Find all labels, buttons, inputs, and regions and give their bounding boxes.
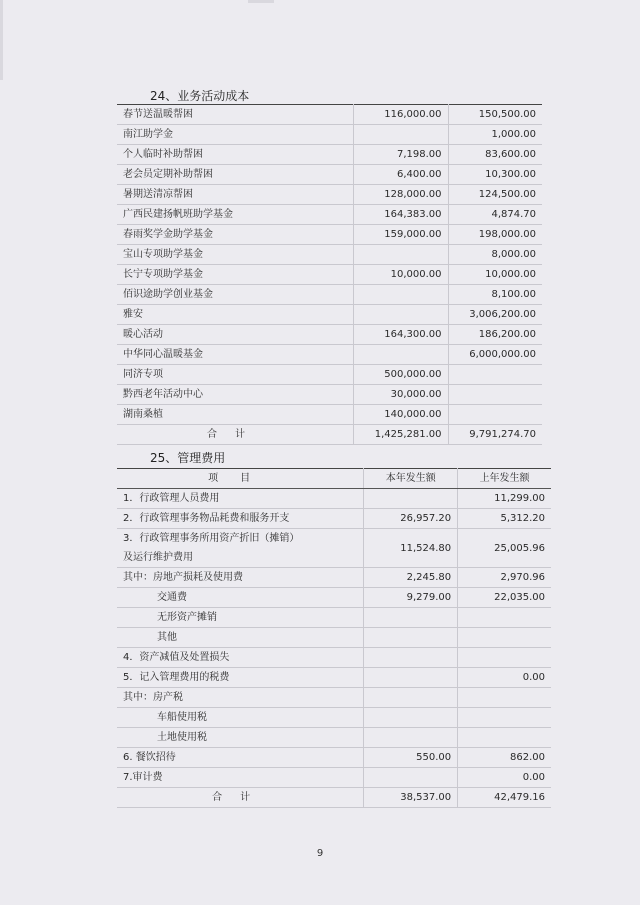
header-item: 项目 <box>117 469 364 489</box>
row-current-amount: 164,300.00 <box>354 325 448 345</box>
row-previous-amount: 25,005.96 <box>458 529 551 568</box>
row-item-name: 暑期送清凉帮困 <box>117 185 354 205</box>
row-current-amount: 116,000.00 <box>354 105 448 125</box>
row-previous-amount: 2,970.96 <box>458 568 551 588</box>
row-current-amount: 26,957.20 <box>364 509 458 529</box>
table-row <box>117 405 542 425</box>
row-item-name: 无形资产摊销 <box>117 608 364 628</box>
row-item-name: 黔西老年活动中心 <box>117 385 354 405</box>
row-current-amount <box>364 648 458 668</box>
table-row <box>117 648 551 668</box>
table-row <box>117 265 542 285</box>
row-previous-amount: 8,000.00 <box>448 245 542 265</box>
total-label: 合计 <box>117 425 354 445</box>
row-previous-amount <box>458 608 551 628</box>
row-item-name: 其他 <box>117 628 364 648</box>
row-item-name: 广西民建扬帆班助学基金 <box>117 205 354 225</box>
total-current: 1,425,281.00 <box>354 425 448 445</box>
row-previous-amount: 22,035.00 <box>458 588 551 608</box>
table-row <box>117 145 542 165</box>
table-row <box>117 588 551 608</box>
row-current-amount: 9,279.00 <box>364 588 458 608</box>
table-row <box>117 509 551 529</box>
table-row <box>117 225 542 245</box>
row-item-name-line2: 及运行维护费用 <box>123 552 193 563</box>
row-item-name: 6. 餐饮招待 <box>117 748 364 768</box>
table-row <box>117 125 542 145</box>
row-previous-amount: 10,000.00 <box>448 265 542 285</box>
table-row <box>117 748 551 768</box>
table-row <box>117 285 542 305</box>
table-row <box>117 245 542 265</box>
row-item-name: 同济专项 <box>117 365 354 385</box>
row-item-name: 湖南桑植 <box>117 405 354 425</box>
row-item-name-line1: 3．行政管理事务所用资产折旧（摊销） <box>123 533 300 544</box>
table-row <box>117 568 551 588</box>
table-row <box>117 185 542 205</box>
row-previous-amount: 10,300.00 <box>448 165 542 185</box>
row-previous-amount: 124,500.00 <box>448 185 542 205</box>
table-row <box>117 688 551 708</box>
row-previous-amount: 186,200.00 <box>448 325 542 345</box>
row-item-name: 2．行政管理事务物品耗费和服务开支 <box>117 509 364 529</box>
row-item-name: 1．行政管理人员费用 <box>117 489 364 509</box>
row-previous-amount: 6,000,000.00 <box>448 345 542 365</box>
total-row <box>117 788 551 808</box>
row-item-name: 老会员定期补助帮困 <box>117 165 354 185</box>
row-current-amount <box>364 708 458 728</box>
row-previous-amount <box>448 385 542 405</box>
row-item-name: 春节送温暖帮困 <box>117 105 354 125</box>
row-current-amount <box>364 768 458 788</box>
row-current-amount <box>364 668 458 688</box>
scan-top-mark <box>248 0 274 3</box>
row-current-amount <box>364 628 458 648</box>
row-item-name: 5．记入管理费用的税费 <box>117 668 364 688</box>
total-previous: 42,479.16 <box>458 788 551 808</box>
table-header-row <box>117 469 551 489</box>
table-row <box>117 489 551 509</box>
business-activity-cost-table <box>117 104 542 445</box>
total-label: 合计 <box>117 788 364 808</box>
row-current-amount: 6,400.00 <box>354 165 448 185</box>
row-previous-amount: 862.00 <box>458 748 551 768</box>
row-previous-amount: 1,000.00 <box>448 125 542 145</box>
row-item-name: 长宁专项助学基金 <box>117 265 354 285</box>
row-previous-amount <box>458 648 551 668</box>
row-current-amount <box>354 125 448 145</box>
row-previous-amount <box>448 365 542 385</box>
table-row <box>117 708 551 728</box>
total-previous: 9,791,274.70 <box>448 425 542 445</box>
row-item-name: 中华同心温暖基金 <box>117 345 354 365</box>
row-previous-amount <box>458 628 551 648</box>
row-item-name: 其中：房地产损耗及使用费 <box>117 568 364 588</box>
row-item-name: 车船使用税 <box>117 708 364 728</box>
row-current-amount <box>364 489 458 509</box>
total-row <box>117 425 542 445</box>
row-item-name: 暖心活动 <box>117 325 354 345</box>
row-item-name: 其中：房产税 <box>117 688 364 708</box>
row-current-amount: 128,000.00 <box>354 185 448 205</box>
row-current-amount: 550.00 <box>364 748 458 768</box>
row-current-amount <box>364 688 458 708</box>
row-previous-amount: 0.00 <box>458 768 551 788</box>
row-current-amount: 7,198.00 <box>354 145 448 165</box>
row-current-amount: 2,245.80 <box>364 568 458 588</box>
row-item-name: 交通费 <box>117 588 364 608</box>
table-row <box>117 728 551 748</box>
row-previous-amount: 198,000.00 <box>448 225 542 245</box>
row-previous-amount: 5,312.20 <box>458 509 551 529</box>
row-previous-amount <box>448 405 542 425</box>
row-item-name: 雅安 <box>117 305 354 325</box>
row-previous-amount: 83,600.00 <box>448 145 542 165</box>
row-previous-amount: 150,500.00 <box>448 105 542 125</box>
table-row <box>117 325 542 345</box>
table-row <box>117 608 551 628</box>
scan-edge-mark <box>0 0 3 80</box>
row-current-amount <box>364 608 458 628</box>
header-previous: 上年发生额 <box>458 469 551 489</box>
row-item-name: 4．资产减值及处置损失 <box>117 648 364 668</box>
row-previous-amount: 3,006,200.00 <box>448 305 542 325</box>
row-previous-amount <box>458 688 551 708</box>
row-previous-amount: 11,299.00 <box>458 489 551 509</box>
management-expense-table <box>117 468 551 808</box>
row-current-amount: 10,000.00 <box>354 265 448 285</box>
page-number: 9 <box>316 848 324 859</box>
row-previous-amount: 0.00 <box>458 668 551 688</box>
header-current: 本年发生额 <box>364 469 458 489</box>
table-row <box>117 165 542 185</box>
row-current-amount: 30,000.00 <box>354 385 448 405</box>
row-current-amount: 140,000.00 <box>354 405 448 425</box>
row-previous-amount <box>458 728 551 748</box>
row-item-name: 个人临时补助帮困 <box>117 145 354 165</box>
row-current-amount: 11,524.80 <box>364 529 458 568</box>
table-row <box>117 205 542 225</box>
row-current-amount: 164,383.00 <box>354 205 448 225</box>
row-previous-amount: 8,100.00 <box>448 285 542 305</box>
table-row <box>117 385 542 405</box>
row-item-name: 宝山专项助学基金 <box>117 245 354 265</box>
table-row <box>117 365 542 385</box>
row-current-amount: 159,000.00 <box>354 225 448 245</box>
total-current: 38,537.00 <box>364 788 458 808</box>
row-item-name <box>117 529 364 568</box>
row-current-amount <box>354 345 448 365</box>
table-row <box>117 529 551 568</box>
row-current-amount <box>354 245 448 265</box>
table-row <box>117 628 551 648</box>
section-25-title: 25、管理费用 <box>150 451 226 465</box>
row-current-amount <box>354 285 448 305</box>
row-current-amount <box>354 305 448 325</box>
table-row <box>117 305 542 325</box>
table-row <box>117 105 542 125</box>
row-previous-amount <box>458 708 551 728</box>
table-row <box>117 668 551 688</box>
row-item-name: 佰识途助学创业基金 <box>117 285 354 305</box>
row-current-amount <box>364 728 458 748</box>
section-24-title: 24、业务活动成本 <box>150 89 250 103</box>
row-item-name: 春雨奖学金助学基金 <box>117 225 354 245</box>
row-item-name: 土地使用税 <box>117 728 364 748</box>
row-current-amount: 500,000.00 <box>354 365 448 385</box>
row-item-name: 南江助学金 <box>117 125 354 145</box>
table-row <box>117 768 551 788</box>
row-previous-amount: 4,874.70 <box>448 205 542 225</box>
table-row <box>117 345 542 365</box>
row-item-name: 7.审计费 <box>117 768 364 788</box>
